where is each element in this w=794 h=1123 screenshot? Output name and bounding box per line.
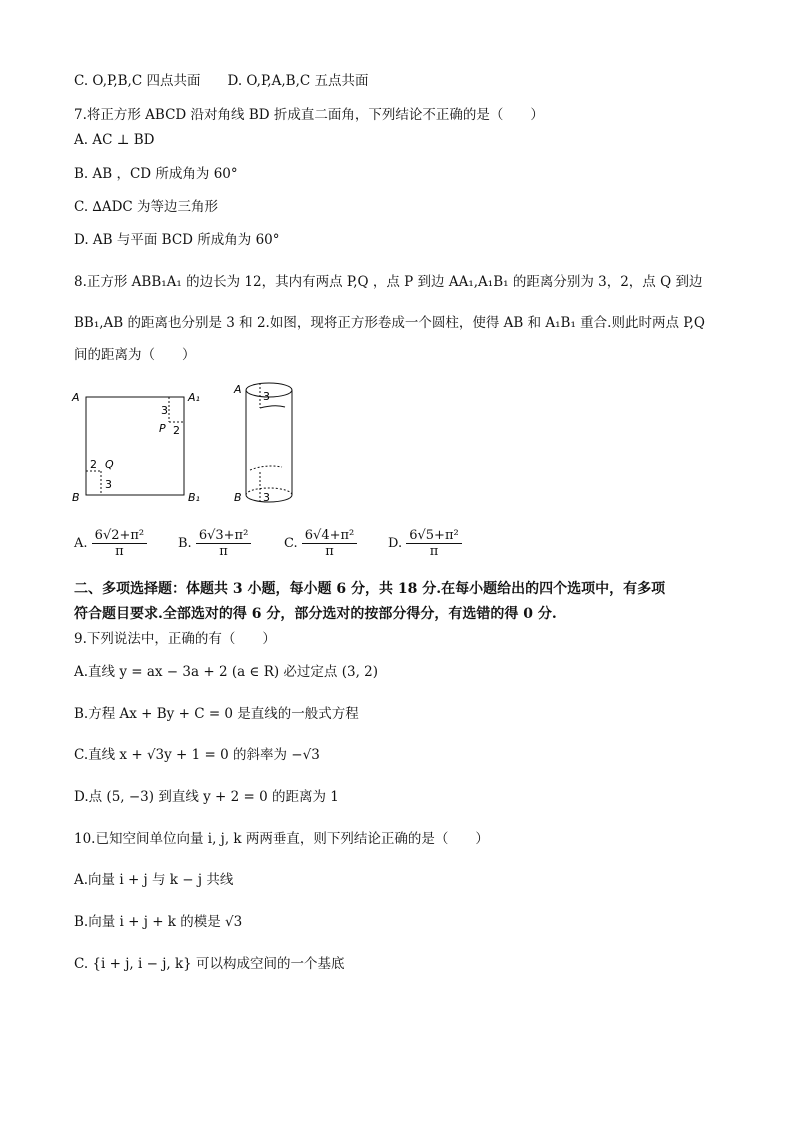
line-q7-stem: 7.将正方形 ABCD 沿对角线 BD 折成直二面角，下列结论不正确的是（ ） [74,107,544,123]
label-A1: A₁ [188,391,200,404]
line-q8-stem3: 间的距离为（ ） [74,347,196,363]
fraction-den: π [219,544,228,559]
q-label-2: 2 [90,458,97,471]
p-label-3: 3 [161,404,168,417]
cyl-label-B: B [234,491,242,504]
fraction-den: π [325,544,334,559]
line-q6-cd: C. O,P,B,C 四点共面 D. O,P,A,B,C 五点共面 [74,73,369,89]
cylinder-q-curve [250,466,282,470]
p-label-P: P [159,422,166,435]
q-label-Q: Q [105,458,114,471]
line-q7-a: A. AC ⊥ BD [74,132,155,148]
q8-figure [70,378,330,508]
q-label-3: 3 [105,478,112,491]
q8-option-c [284,528,357,559]
cylinder-p-curve [260,406,285,408]
label-B: B [72,491,80,504]
line-q8-stem2: BB₁,AB 的距离也分别是 3 和 2.如图，现将正方形卷成一个圆柱，使得 AB 和 A₁B₁ 重合.则此时两点 P,Q [74,315,705,331]
option-letter: B. [178,536,192,551]
line-q7-c: C. ∆ADC 为等边三角形 [74,199,219,215]
option-fraction [92,528,147,559]
fraction-num: 6√5+π² [406,528,461,544]
q8-option-d [388,528,462,559]
line-q7-d: D. AB 与平面 BCD 所成角为 60° [74,232,280,248]
line-q9-b: B.方程 Ax + By + C = 0 是直线的一般式方程 [74,706,359,722]
line-q10-a: A.向量 i + j 与 k − j 共线 [74,872,234,888]
line-q9-d: D.点 (5, −3) 到直线 y + 2 = 0 的距离为 1 [74,789,339,805]
cyl-label-A: A [234,383,242,396]
line-q10-b: B.向量 i + j + k 的模是 √3 [74,914,243,930]
line-q9-a: A.直线 y = ax − 3a + 2 (a ∈ R) 必过定点 (3, 2) [74,664,379,680]
option-fraction [302,528,357,559]
q8-option-a [74,528,147,559]
fraction-num: 6√3+π² [196,528,251,544]
fraction-den: π [429,544,439,559]
line-q10-stem: 10.已知空间单位向量 i, j, k 两两垂直，则下列结论正确的是（ ） [74,831,489,847]
cyl-label-top3: 3 [263,390,270,403]
line-q8-stem1: 8.正方形 ABB₁A₁ 的边长为 12，其内有两点 P,Q ，点 P 到边 AA₁,A₁B₁ 的距离分别为 3，2，点 Q 到边 [74,274,703,290]
label-A: A [72,391,80,404]
line-q10-c: C. {i + j, i − j, k} 可以构成空间的一个基底 [74,956,345,972]
option-fraction [406,528,461,559]
label-B1: B₁ [188,491,200,504]
option-letter: C. [284,536,298,551]
option-letter: A. [74,536,88,551]
line-q7-b: B. AB ，CD 所成角为 60° [74,166,238,182]
cyl-label-bottom3: 3 [263,491,270,504]
line-q9-stem: 9.下列说法中，正确的有（ ） [74,631,276,647]
q8-option-b [178,528,251,559]
section2-heading-2: 符合题目要求.全部选对的得 6 分，部分选对的按部分得分，有选错的得 0 分. [74,606,557,622]
line-q9-c: C.直线 x + √3y + 1 = 0 的斜率为 −√3 [74,747,320,763]
fraction-num: 6√2+π² [92,528,147,544]
option-letter: D. [388,536,403,551]
fraction-num: 6√4+π² [302,528,357,544]
fraction-den: π [115,544,124,559]
section2-heading-1: 二、多项选择题：体题共 3 小题，每小题 6 分，共 18 分.在每小题给出的四个选项中，有多项 [74,581,666,597]
p-label-2: 2 [173,424,180,437]
option-fraction [196,528,251,559]
